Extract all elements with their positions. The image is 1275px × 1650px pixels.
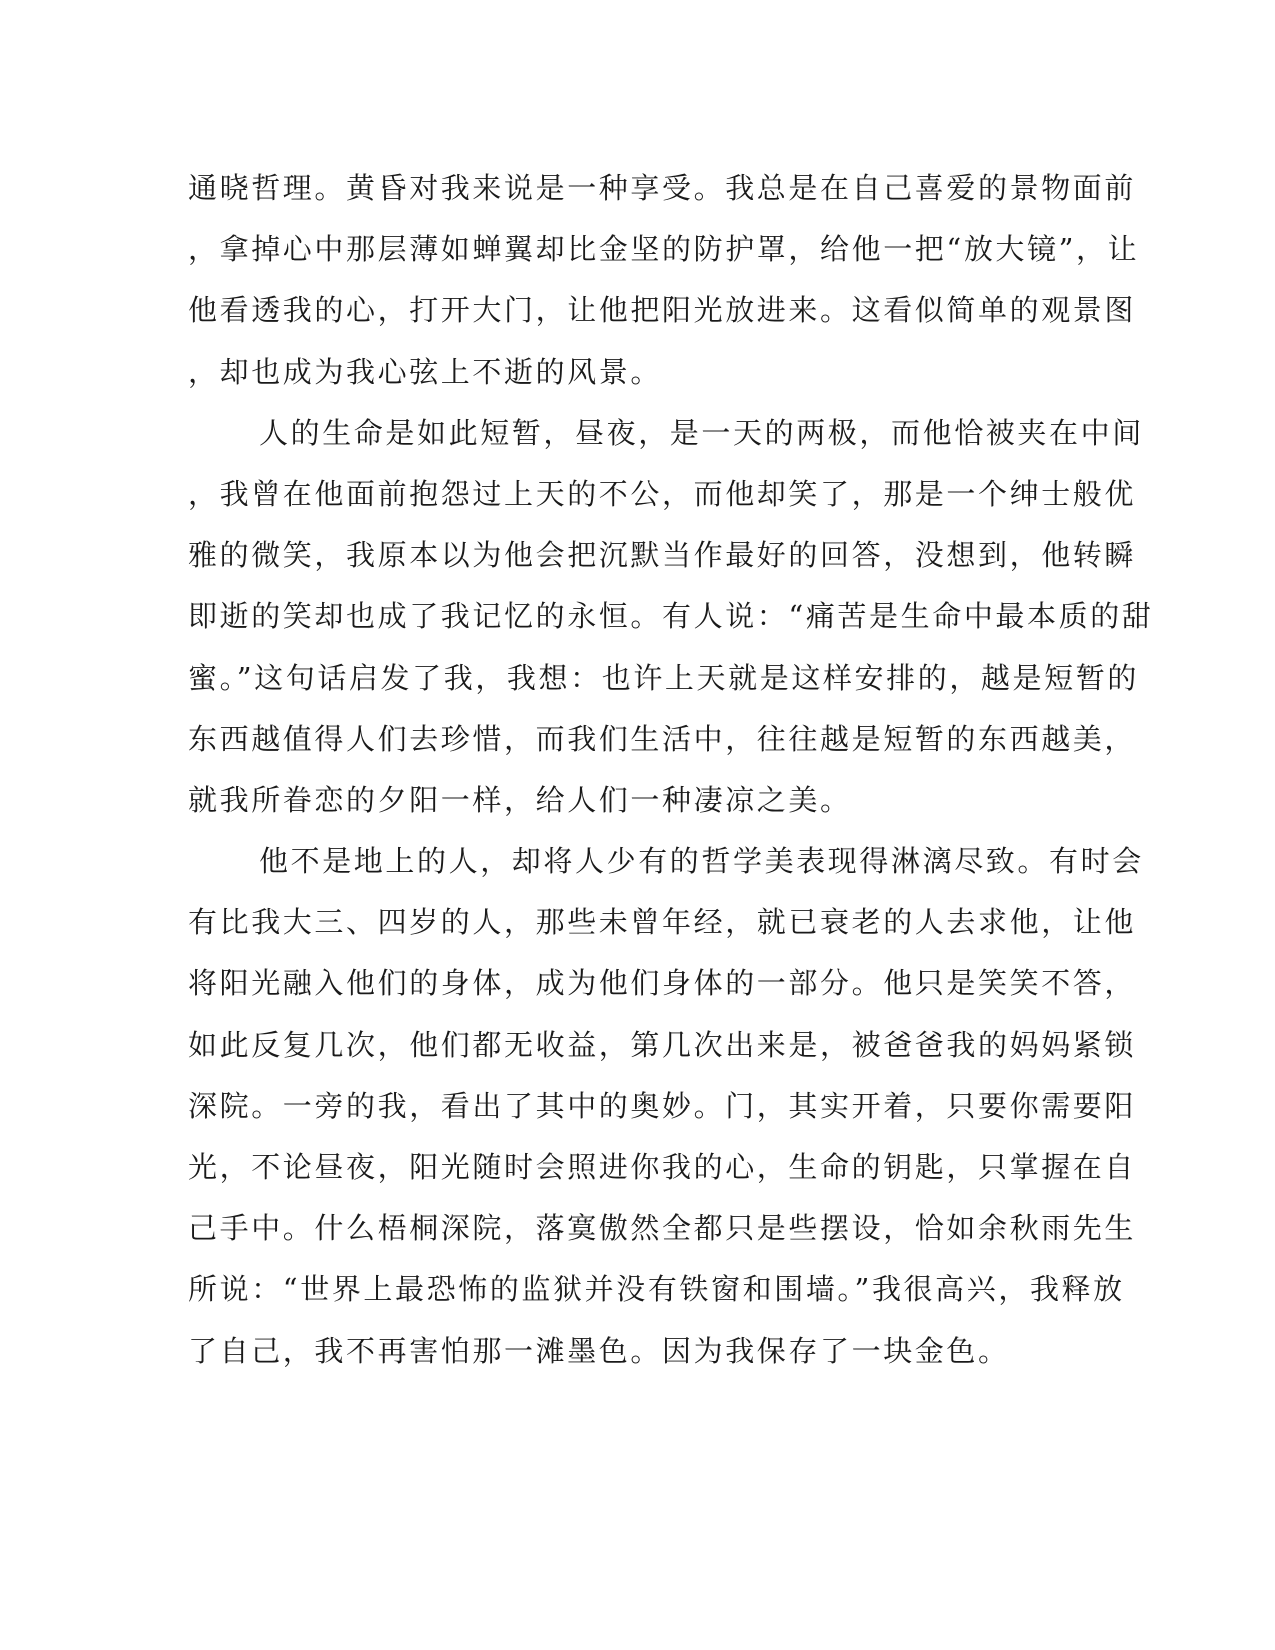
text-line: 如此反复几次，他们都无收益，第几次出来是，被爸爸我的妈妈紧锁	[188, 1027, 1137, 1062]
text-line: ，拿掉心中那层薄如蝉翼却比金坚的防护罩，给他一把“放大镜”，让	[188, 232, 1140, 267]
text-line: 通晓哲理。黄昏对我来说是一种享受。我总是在自己喜爱的景物面前	[188, 171, 1137, 205]
paragraph-3	[188, 831, 1144, 1382]
text-line: 己手中。什么梧桐深院，落寞傲然全都只是些摆设，恰如余秋雨先生	[188, 1211, 1137, 1246]
text-line: 所说：“世界上最恐怖的监狱并没有铁窗和围墙。”我很高兴，我释放	[188, 1272, 1125, 1307]
text-line: 蜜。”这句话启发了我，我想：也许上天就是这样安排的，越是短暂的	[188, 660, 1139, 695]
text-line: 光，不论昼夜，阳光随时会照进你我的心，生命的钥匙，只掌握在自	[188, 1150, 1137, 1184]
text-line: 深院。一旁的我，看出了其中的奥妙。门，其实开着，只要你需要阳	[188, 1088, 1137, 1123]
text-line: 了自己，我不再害怕那一滩墨色。因为我保存了一块金色。	[188, 1333, 1010, 1368]
text-line: 将阳光融入他们的身体，成为他们身体的一部分。他只是笑笑不答，	[188, 966, 1137, 1001]
text-line: 人的生命是如此短暂，昼夜，是一天的两极，而他恰被夹在中间	[259, 415, 1144, 450]
text-line: 东西越值得人们去珍惜，而我们生活中，往往越是短暂的东西越美，	[188, 721, 1137, 756]
body-text	[188, 158, 1154, 1382]
text-line: 有比我大三、四岁的人，那些未曾年经，就已衰老的人去求他，让他	[188, 905, 1137, 940]
paragraph-1	[188, 158, 1140, 403]
text-line: 即逝的笑却也成了我记忆的永恒。有人说：“痛苦是生命中最本质的甜	[188, 599, 1154, 634]
paragraph-2	[188, 403, 1154, 831]
text-line: 就我所眷恋的夕阳一样，给人们一种凄凉之美。	[188, 782, 852, 817]
text-line: ，却也成为我心弦上不逝的风景。	[188, 354, 663, 389]
text-line: 他看透我的心，打开大门，让他把阳光放进来。这看似简单的观景图	[188, 293, 1137, 328]
text-line: 他不是地上的人，却将人少有的哲学美表现得淋漓尽致。有时会	[259, 844, 1144, 879]
text-line: 雅的微笑，我原本以为他会把沉默当作最好的回答，没想到，他转瞬	[188, 538, 1137, 573]
text-line: ，我曾在他面前抱怨过上天的不公，而他却笑了，那是一个绅士般优	[188, 476, 1137, 511]
